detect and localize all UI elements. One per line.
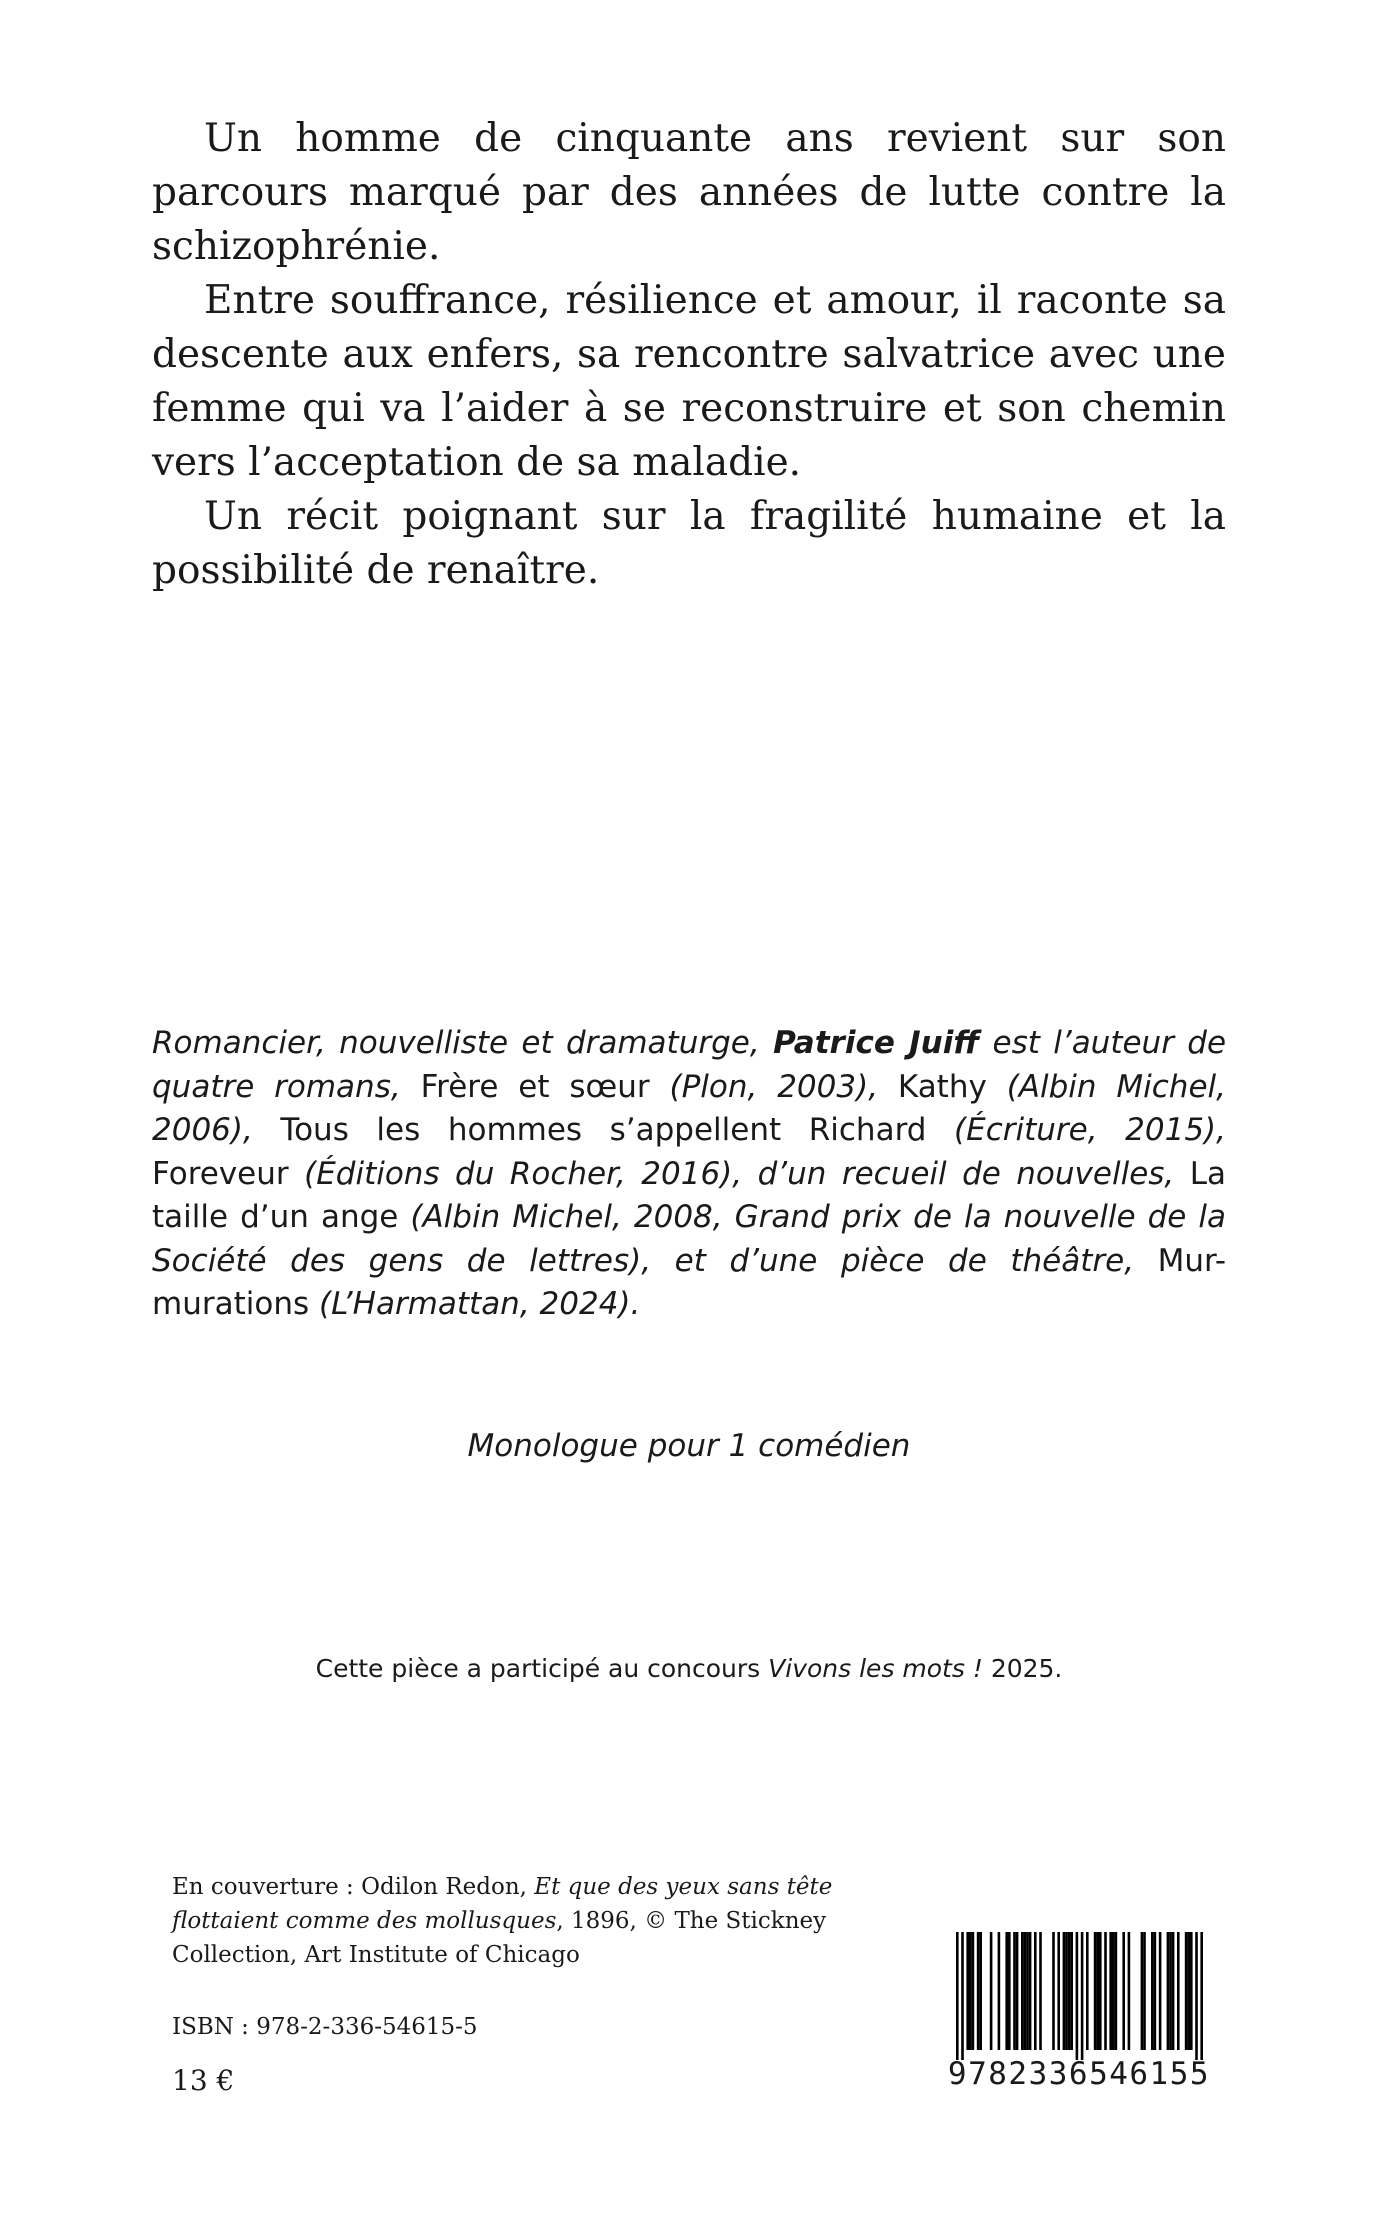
book-title: Foreveur	[152, 1155, 289, 1192]
barcode-bar	[977, 1932, 980, 2050]
book-title: Tous les hommes s’appellent Richard	[280, 1112, 927, 1148]
book-publisher: (Éditions du Rocher, 2016),	[304, 1155, 743, 1192]
barcode-bar	[1070, 1932, 1073, 2050]
book-title: Frère et sœur	[420, 1068, 650, 1105]
barcode-bars	[934, 1932, 1224, 2060]
barcode-bar	[1013, 1932, 1016, 2050]
barcode-bar	[1029, 1932, 1032, 2050]
barcode-bar	[1177, 1932, 1180, 2050]
barcode-bar	[1008, 1932, 1011, 2050]
barcode-bar	[1190, 1932, 1193, 2050]
barcode-bar	[1112, 1932, 1115, 2050]
barcode-bar	[956, 1932, 959, 2060]
barcode-bar	[990, 1932, 993, 2050]
barcode-bar	[972, 1932, 975, 2050]
barcode-bar	[1104, 1932, 1107, 2050]
bio-text: et d’une pièce de théâtre,	[674, 1242, 1135, 1279]
book-title: Mur-murations	[152, 1242, 1226, 1322]
barcode-bar	[1065, 1932, 1068, 2050]
barcode-bar	[1016, 1932, 1019, 2050]
book-summary	[152, 112, 1226, 598]
barcode-bar	[1143, 1932, 1146, 2050]
contest-year: 2025.	[990, 1654, 1063, 1683]
book-title: Kathy	[897, 1068, 987, 1105]
contest-prefix: Cette pièce a participé au concours	[315, 1654, 761, 1683]
barcode-bar	[1141, 1932, 1144, 2050]
price: 13 €	[172, 2064, 235, 2097]
book-title: La taille d’un ange	[152, 1155, 1227, 1235]
barcode-bar	[1200, 1932, 1203, 2060]
summary-paragraph-3: Un récit poignant sur la fragilité humaine et la possibilité de renaître.	[152, 494, 1226, 593]
cover-credit	[172, 1870, 902, 1972]
bio-text: est l’auteur de quatre romans,	[152, 1025, 1227, 1105]
barcode-bar	[1151, 1932, 1154, 2050]
barcode-bar	[1195, 1932, 1198, 2060]
barcode-bar	[1081, 1932, 1084, 2060]
barcode-bar	[1039, 1932, 1042, 2050]
author-biography	[152, 1022, 1226, 1327]
barcode-bar	[1167, 1932, 1170, 2050]
barcode-bar	[1021, 1932, 1024, 2050]
book-publisher: (Albin Michel, 2008, Grand prix de la nouvelle de la Société des gens de lettres),	[152, 1199, 1226, 1279]
barcode-bar	[1128, 1932, 1131, 2050]
isbn: ISBN : 978-2-336-54615-5	[172, 2014, 478, 2040]
barcode-bar	[1172, 1932, 1175, 2050]
barcode-bar	[1086, 1932, 1089, 2050]
genre-line: Monologue pour 1 comédien	[467, 1428, 911, 1464]
contest-note	[152, 1654, 1226, 1683]
summary-paragraph-2: Entre souffrance, résilience et amour, il raconte sa descente aux enfers, sa rencontre salvatrice avec une femme qui va l’aider à se reconstruire et son chemin vers l’acceptation de sa maladie.	[152, 278, 1226, 485]
book-publisher: (Écriture, 2015),	[954, 1112, 1226, 1148]
book-publisher: (Plon, 2003),	[669, 1068, 879, 1105]
barcode-bar	[1034, 1932, 1037, 2050]
barcode-digits: 9782336546155	[947, 2056, 1211, 2092]
summary-paragraph-1: Un homme de cinquante ans revient sur son parcours marqué par des années de lutte contre la schizophrénie.	[152, 116, 1226, 269]
barcode-bar	[1024, 1932, 1027, 2050]
barcode-bar	[961, 1932, 964, 2060]
barcode-bar	[1068, 1932, 1071, 2050]
barcode-bar	[1094, 1932, 1097, 2050]
barcode-bar	[1005, 1932, 1008, 2050]
barcode-bar	[1099, 1932, 1102, 2050]
contest-name: Vivons les mots !	[768, 1654, 983, 1683]
barcode-bar	[1026, 1932, 1029, 2050]
author-name: Patrice Juiff	[773, 1025, 980, 1061]
barcode-bar	[1187, 1932, 1190, 2050]
barcode-bar	[1115, 1932, 1118, 2050]
credit-suffix: , 1896, © The Stickney Collection, Art Institute of Chicago	[172, 1908, 827, 1968]
book-publisher: (Albin Michel, 2006),	[152, 1068, 1226, 1148]
credit-prefix: En couverture : Odilon Redon,	[172, 1874, 527, 1900]
bio-text: d’un recueil de nouvelles,	[757, 1155, 1175, 1192]
barcode-bar	[1109, 1932, 1112, 2050]
barcode	[934, 1932, 1224, 2100]
barcode-bar	[1169, 1932, 1172, 2050]
barcode-bar	[1122, 1932, 1125, 2050]
barcode-bar	[1052, 1932, 1055, 2050]
barcode-bar	[1096, 1932, 1099, 2050]
barcode-bar	[1076, 1932, 1079, 2060]
barcode-bar	[1063, 1932, 1066, 2050]
barcode-bar	[1154, 1932, 1157, 2050]
barcode-bar	[969, 1932, 972, 2050]
book-publisher: (L’Harmattan, 2024).	[318, 1286, 641, 1322]
barcode-bar	[1185, 1932, 1188, 2050]
barcode-bar	[1159, 1932, 1162, 2050]
barcode-bar	[1057, 1932, 1060, 2050]
bio-text: Romancier, nouvelliste et dramaturge,	[152, 1025, 760, 1061]
barcode-bar	[998, 1932, 1001, 2050]
barcode-bar	[979, 1932, 982, 2050]
artwork-title: Et que des yeux sans tête flottaient comme des mollusques	[172, 1874, 833, 1934]
barcode-bar	[966, 1932, 969, 2050]
